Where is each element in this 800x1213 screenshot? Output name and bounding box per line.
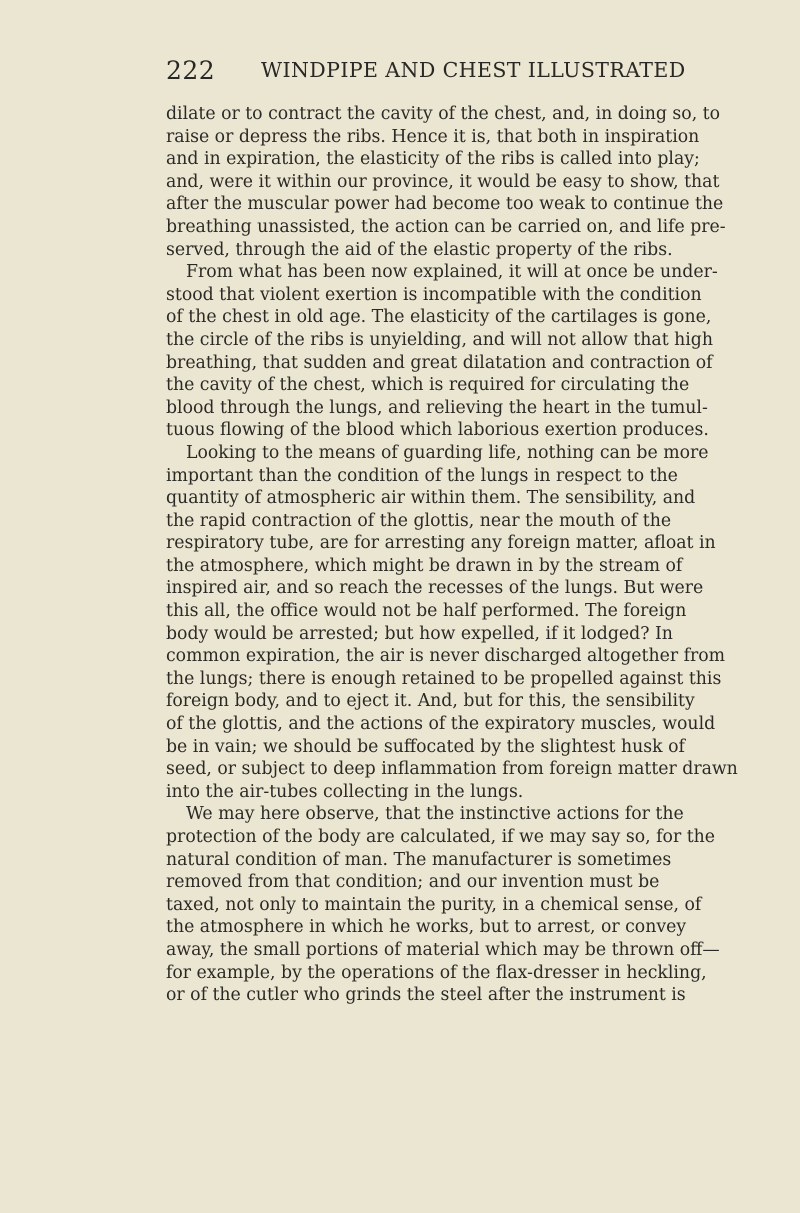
text-line: the rapid contraction of the glottis, near the mouth of the: [166, 510, 672, 531]
text-line: We may here observe, that the instinctive actions for the: [186, 804, 684, 825]
text-line: served, through the aid of the elastic property of the ribs.: [166, 239, 673, 260]
text-line: be in vain; we should be suffocated by the slightest husk of: [166, 736, 685, 757]
text-line: From what has been now explained, it will at once be under-: [186, 262, 718, 283]
text-line: and, were it within our province, it would be easy to show, that: [166, 171, 720, 192]
text-line: removed from that condition; and our invention must be: [166, 872, 660, 893]
text-line: the cavity of the chest, which is required for circulating the: [166, 375, 690, 396]
text-line: after the muscular power had become too weak to continue the: [166, 194, 724, 215]
text-line: respiratory tube, are for arresting any foreign matter, afloat in: [166, 533, 716, 554]
text-line: breathing, that sudden and great dilatation and contraction of: [166, 352, 713, 373]
text-line: the atmosphere in which he works, but to arrest, or convey: [166, 917, 687, 938]
text-line: natural condition of man. The manufacturer is sometimes: [166, 849, 672, 870]
text-line: of the chest in old age. The elasticity of the cartilages is gone,: [166, 307, 712, 328]
text-line: important than the condition of the lungs in respect to the: [166, 465, 678, 486]
page-number: 222: [166, 56, 216, 85]
text-line: tuous flowing of the blood which laborious exertion produces.: [166, 420, 709, 441]
text-line: this all, the office would not be half performed. The foreign: [166, 601, 687, 622]
text-line: the lungs; there is enough retained to be propelled against this: [166, 668, 722, 689]
text-line: protection of the body are calculated, if we may say so, for the: [166, 827, 716, 847]
text-line: foreign body, and to eject it. And, but for this, the sensibility: [166, 691, 695, 712]
text-line: into the air-tubes collecting in the lungs.: [166, 781, 524, 802]
text-line: of the glottis, and the actions of the expiratory muscles, would: [166, 714, 716, 735]
text-line: quantity of atmospheric air within them. The sensibility, and: [166, 488, 696, 509]
text-line: for example, by the operations of the flax-dresser in heckling,: [166, 962, 707, 983]
running-title: WINDPIPE AND CHEST ILLUSTRATED: [261, 58, 686, 82]
text-line: away, the small portions of material which may be thrown off—: [166, 939, 720, 960]
text-line: and in expiration, the elasticity of the ribs is called into play;: [166, 149, 700, 170]
body-text: [166, 103, 738, 1007]
text-line: seed, or subject to deep inflammation from foreign matter drawn: [166, 759, 738, 780]
text-line: raise or depress the ribs. Hence it is, that both in inspiration: [166, 126, 700, 147]
text-line: dilate or to contract the cavity of the chest, and, in doing so, to: [166, 104, 721, 124]
text-line: stood that violent exertion is incompatible with the condition: [166, 284, 702, 305]
text-line: inspired air, and so reach the recesses of the lungs. But were: [166, 578, 704, 599]
text-line: or of the cutler who grinds the steel after the instrument is: [166, 985, 686, 1006]
text-line: breathing unassisted, the action can be carried on, and life pre-: [166, 216, 726, 237]
page-header: [166, 56, 686, 96]
text-line: body would be arrested; but how expelled, if it lodged? In: [166, 623, 673, 644]
text-line: Looking to the means of guarding life, nothing can be more: [186, 442, 709, 463]
text-line: blood through the lungs, and relieving the heart in the tumul-: [166, 397, 708, 418]
text-line: common expiration, the air is never discharged altogether from: [166, 646, 726, 667]
text-line: the atmosphere, which might be drawn in by the stream of: [166, 555, 683, 576]
text-line: the circle of the ribs is unyielding, and will not allow that high: [166, 329, 713, 350]
text-line: taxed, not only to maintain the purity, in a chemical sense, of: [166, 894, 702, 915]
